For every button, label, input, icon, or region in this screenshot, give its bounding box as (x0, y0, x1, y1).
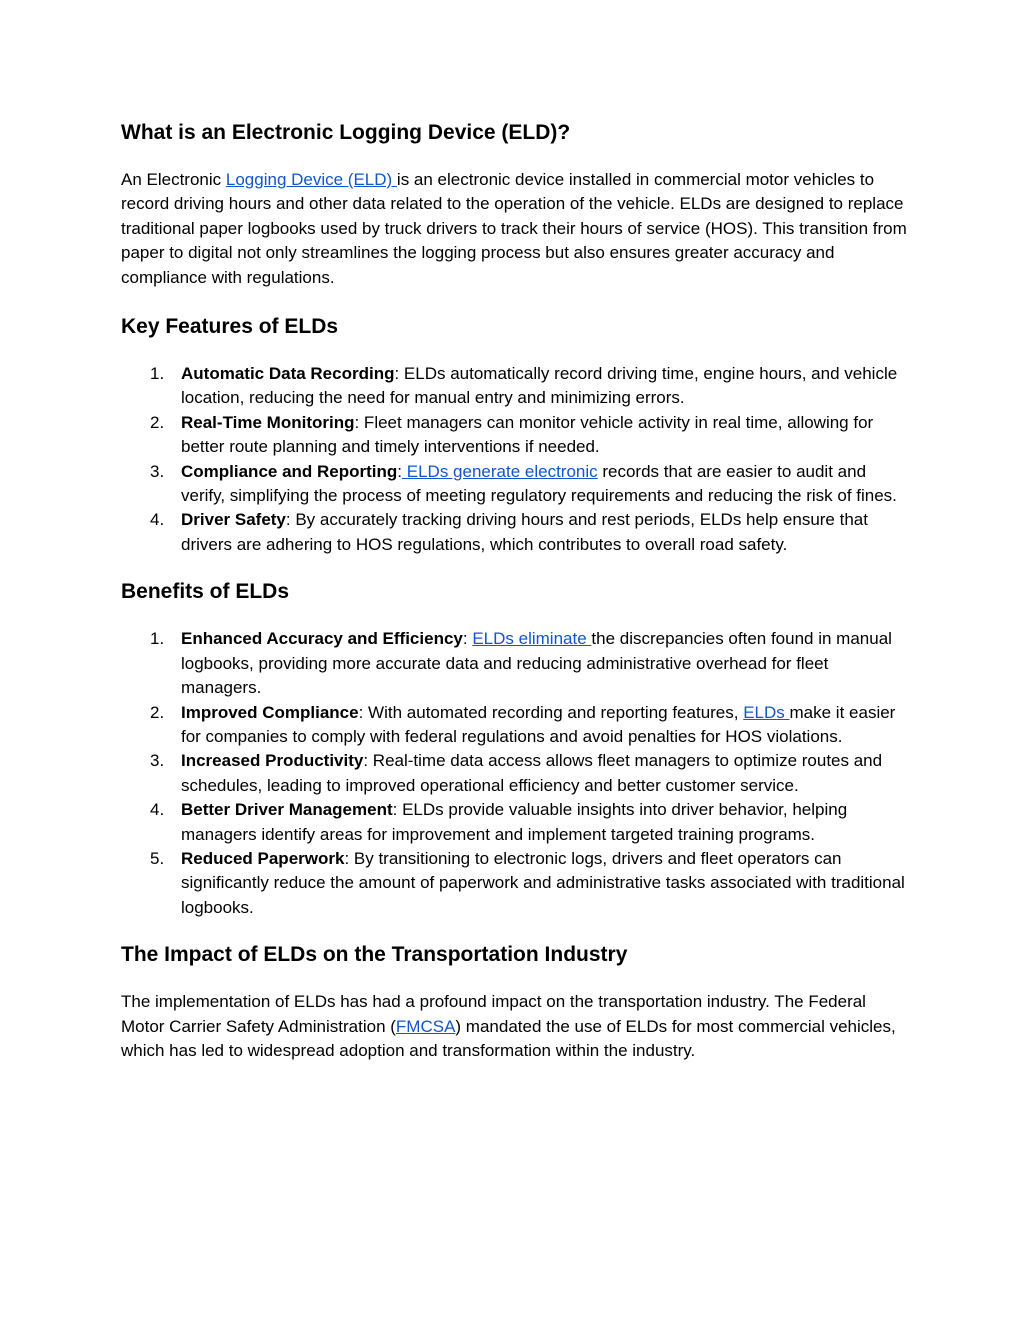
list-item (121, 627, 911, 700)
list-number: 1. (150, 629, 165, 649)
heading-impact: The Impact of ELDs on the Transportation Industry (121, 943, 628, 967)
list-item-text: make it easier for companies to comply with federal regulations and avoid penalties for HOS violations. (181, 702, 896, 746)
list-item-title: Reduced Paperwork (181, 848, 345, 868)
list-item-pre: : (462, 629, 473, 649)
list-item-pre: : (397, 461, 403, 481)
list-item-title: Increased Productivity (181, 751, 364, 771)
heading-benefits: Benefits of ELDs (121, 580, 290, 604)
list-item (121, 411, 911, 460)
impact-paragraph (121, 990, 911, 1063)
list-item-text: : ELDs automatically record driving time, engine hours, and vehicle location, reducing the need for manual entry and minimizing errors. (181, 364, 898, 408)
elds-link[interactable]: ELDs (743, 702, 790, 722)
list-item-text: : Fleet managers can monitor vehicle activity in real time, allowing for better route planning and timely interventions if needed. (181, 412, 874, 457)
list-number: 4. (150, 800, 165, 820)
list-number: 2. (150, 702, 165, 722)
impact-text-start: The implementation of ELDs has had a profound impact on the transportation industry. The Federal Motor Carrier Safety Administration ( (121, 992, 866, 1036)
list-item-title: Better Driver Management (181, 800, 393, 820)
list-item-title: Compliance and Reporting (181, 461, 398, 481)
list-item (121, 362, 911, 411)
list-number: 3. (150, 751, 165, 771)
elds-eliminate-link[interactable]: ELDs eliminate (472, 629, 592, 649)
list-item-pre: : With automated recording and reporting features, (358, 702, 744, 722)
heading-key-features: Key Features of ELDs (121, 315, 339, 339)
intro-text-end: is an electronic device installed in commercial motor vehicles to record driving hours and other data related to the operation of the vehicle. ELDs are designed to replace traditional paper logbooks used by truck drivers to track their hours of service (HOS). This transition from paper to digital not only streamlines the logging process but also ensures greater accuracy and compliance with regulations. (121, 170, 907, 287)
elds-generate-electronic-link[interactable]: ELDs generate electronic (402, 461, 598, 481)
document-page (121, 118, 911, 1063)
list-item-text: : By transitioning to electronic logs, drivers and fleet operators can significantly reduce the amount of paperwork and administrative tasks associated with traditional logbooks. (181, 848, 905, 917)
list-item-text: : ELDs provide valuable insights into driver behavior, helping managers identify areas for improvement and implement targeted training programs. (181, 800, 848, 844)
intro-text-start: An Electronic (121, 170, 226, 189)
list-item (121, 847, 911, 920)
list-item (121, 701, 911, 750)
list-item-text: : By accurately tracking driving hours and rest periods, ELDs help ensure that drivers are adhering to HOS regulations, which contributes to overall road safety. (181, 510, 868, 554)
list-item-text: the discrepancies often found in manual logbooks, providing more accurate data and reducing administrative overhead for fleet managers. (181, 629, 892, 698)
list-item-text: : Real-time data access allows fleet managers to optimize routes and schedules, leading to improved operational efficiency and better customer service. (181, 751, 883, 795)
features-list (121, 362, 911, 557)
benefits-list (121, 627, 911, 920)
list-item-title: Real-Time Monitoring (181, 412, 355, 432)
list-number: 1. (150, 364, 165, 384)
fmcsa-link[interactable]: FMCSA (395, 1016, 456, 1036)
list-item-title: Enhanced Accuracy and Efficiency (181, 629, 463, 649)
list-item (121, 460, 911, 509)
list-item-title: Driver Safety (181, 510, 286, 530)
list-number: 4. (150, 510, 165, 530)
list-item (121, 749, 911, 798)
list-item-title: Improved Compliance (181, 702, 359, 722)
list-number: 5. (150, 848, 165, 868)
heading-what-is-eld: What is an Electronic Logging Device (ELD)? (121, 121, 571, 144)
logging-device-link[interactable]: Logging Device (ELD) (225, 170, 397, 189)
list-item-title: Automatic Data Recording (181, 364, 395, 384)
list-item-text: records that are easier to audit and verify, simplifying the process of meeting regulatory requirements and reducing the risk of fines. (181, 461, 897, 506)
list-item (121, 508, 911, 557)
impact-text-end: ) mandated the use of ELDs for most commercial vehicles, which has led to widespread adoption and transformation within the industry. (121, 1016, 896, 1060)
list-number: 3. (150, 461, 165, 481)
list-item (121, 798, 911, 847)
list-number: 2. (150, 412, 165, 432)
intro-paragraph (121, 168, 911, 290)
